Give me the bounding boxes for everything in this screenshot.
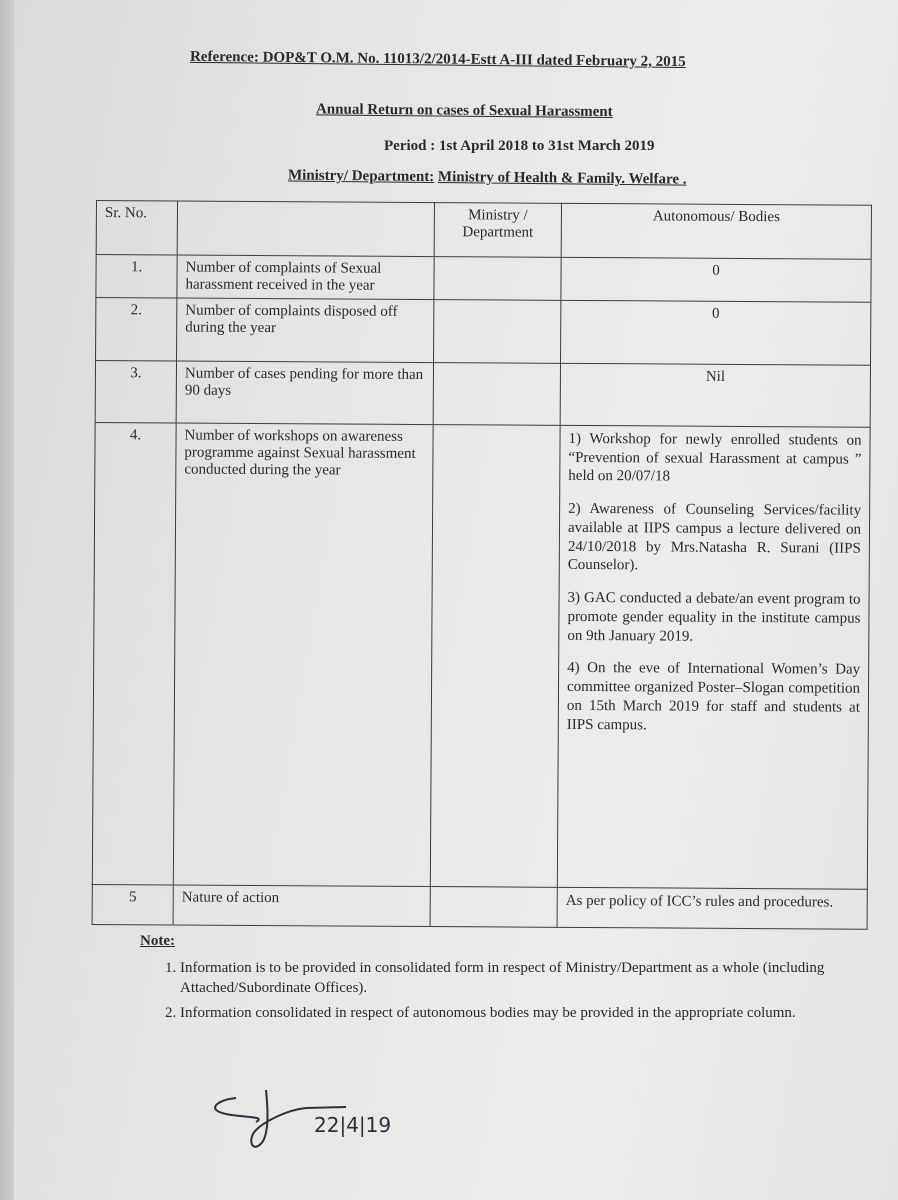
row-autonomous: 0 xyxy=(561,301,871,365)
signature xyxy=(196,1080,436,1160)
activities-cell xyxy=(557,425,870,889)
activity-item: 2) Awareness of Counseling Services/facility available at IIPS campus a lecture delivered on 24/10/2018 by Mrs.Natasha R. Surani (IIPS Counselor). xyxy=(567,501,862,574)
note-item: 2. Information consolidated in respect of autonomous bodies may be provided in the appropriate column. xyxy=(180,1003,880,1023)
signature-date: 22|4|19 xyxy=(314,1113,392,1137)
row-autonomous: Nil xyxy=(560,363,870,427)
header-item xyxy=(177,201,434,257)
activity-item: 1) Workshop for newly enrolled students on “Prevention of sexual Harassment at campus ” held on 20/07/18 xyxy=(568,430,862,485)
notes-section xyxy=(140,933,880,1027)
ministry-value: Ministry of Health & Family. Welfare . xyxy=(437,169,687,188)
row-item: Number of workshops on awareness programme against Sexual harassment conducted during the year xyxy=(173,423,433,886)
table-row xyxy=(96,298,871,365)
row-sr: 5 xyxy=(92,884,173,925)
table-row xyxy=(92,884,867,929)
note-item: 1. Information is to be provided in consolidated form in respect of Ministry/Department as a whole (including Attached/Subordinate Offices). xyxy=(180,958,880,999)
row-ministry xyxy=(434,257,561,301)
activity-item: 4) On the eve of International Women’s Day committee organized Poster–Slogan competition on 15th March 2019 for staff and students at IIPS campus. xyxy=(566,660,861,734)
activity-item: 3) GAC conducted a debate/an event program to promote gender equality in the institute campus on 9th January 2019. xyxy=(567,590,861,645)
header-autonomous: Autonomous/ Bodies xyxy=(561,203,871,259)
row-autonomous: As per policy of ICC’s rules and procedures. xyxy=(557,887,867,929)
reference-line: Reference: DOP&T O.M. No. 11013/2/2014-Estt A-III dated February 2, 2015 xyxy=(189,48,686,71)
ministry-label: Ministry/ Department: xyxy=(287,167,435,186)
return-table xyxy=(92,200,872,930)
row-ministry xyxy=(434,300,561,363)
row-sr: 4. xyxy=(92,422,176,884)
row-ministry xyxy=(433,362,560,425)
header-ministry: Ministry / Department xyxy=(434,203,561,258)
row-ministry xyxy=(430,886,557,927)
row-item: Number of complaints disposed off during the year xyxy=(177,298,434,362)
table-row xyxy=(92,422,870,889)
row-sr: 3. xyxy=(95,360,176,423)
table-row xyxy=(95,360,870,427)
document-title: Annual Return on cases of Sexual Harassment xyxy=(315,101,613,121)
row-sr: 1. xyxy=(96,255,177,299)
period-line: Period : 1st April 2018 to 31st March 2019 xyxy=(384,138,655,154)
row-sr: 2. xyxy=(96,298,177,361)
note-title: Note: xyxy=(140,933,175,949)
row-ministry xyxy=(430,424,560,887)
row-item: Number of cases pending for more than 90 days xyxy=(176,361,433,425)
row-autonomous: 0 xyxy=(561,258,871,303)
row-item: Nature of action xyxy=(173,885,430,927)
header-sr-no: Sr. No. xyxy=(96,201,177,256)
table-row xyxy=(96,255,871,303)
row-item: Number of complaints of Sexual harassment received in the year xyxy=(177,255,434,300)
page-shadow xyxy=(0,0,14,1200)
